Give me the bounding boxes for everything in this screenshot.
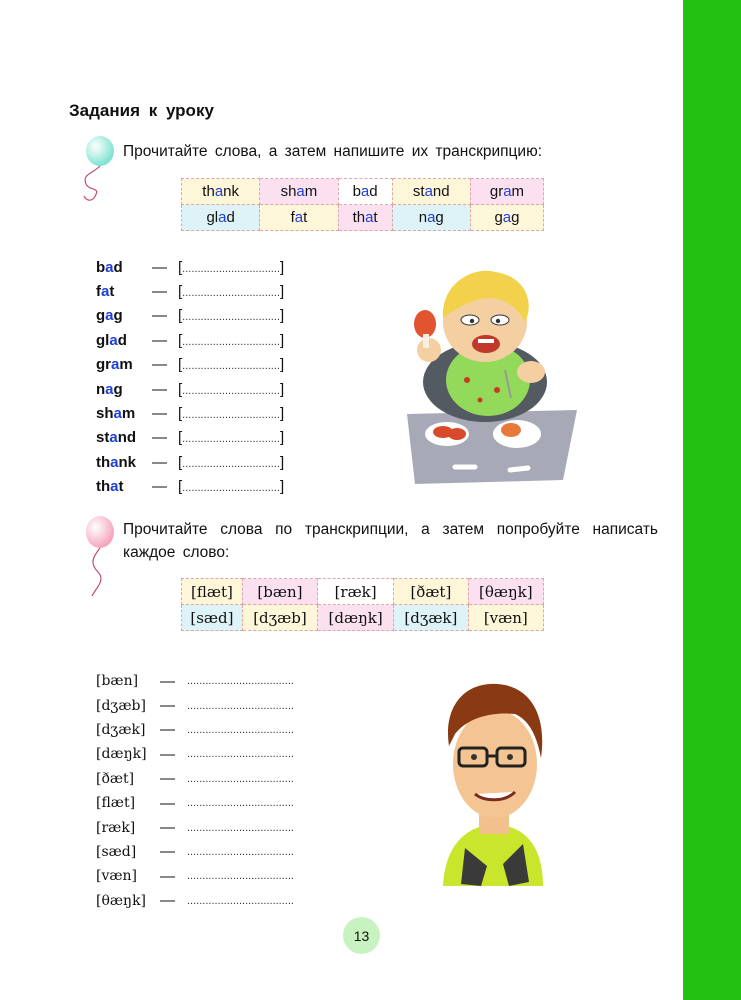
dotted-line: ................................ [182, 311, 280, 324]
dash: — [152, 258, 167, 276]
word-part: n [418, 209, 428, 226]
word [96, 454, 152, 471]
dash: — [160, 892, 175, 910]
close-bracket: ] [279, 258, 285, 276]
dotted-line: ................................ [182, 409, 280, 422]
word-cell [392, 179, 470, 205]
list-item [96, 328, 284, 352]
open-bracket: [ [178, 405, 183, 423]
vowel-letter: a [109, 429, 118, 447]
vowel-letter: a [105, 380, 114, 398]
transcription-blank [178, 259, 284, 276]
open-bracket: [ [178, 283, 183, 301]
vowel-letter: a [110, 453, 119, 471]
dotted-line: ................................ [182, 360, 280, 373]
word [96, 381, 152, 398]
task1-word-table [181, 178, 544, 231]
table-row [182, 205, 544, 231]
answer-blank: ................................... [187, 821, 294, 834]
side-color-strip [683, 0, 741, 1000]
word-part: t [109, 283, 115, 301]
transcription-blank [178, 405, 284, 422]
answer-blank: ................................... [187, 845, 294, 858]
word-part: d [226, 209, 235, 226]
answer-blank: ................................... [187, 723, 294, 736]
word-part: g [435, 209, 444, 226]
transcription-cell: [dæŋk] [318, 605, 394, 631]
word-part: nd [432, 183, 450, 200]
vowel-letter: a [427, 209, 436, 226]
dash: — [160, 867, 175, 885]
word-cell [392, 205, 470, 231]
vowel-letter: a [111, 356, 120, 374]
list-item [96, 353, 284, 377]
word-part: st [412, 183, 425, 200]
list-item [96, 669, 294, 693]
word-part: nk [118, 453, 137, 471]
open-bracket: [ [178, 453, 183, 471]
transcription-cell: [dʒæb] [242, 605, 317, 631]
task2-transcription-table [181, 578, 544, 631]
list-item [96, 889, 294, 913]
transcription-blank [178, 429, 284, 446]
transcription-cell: [θæŋk] [468, 579, 543, 605]
transcription: [dʒæb] [96, 697, 146, 714]
answer-blank: ................................... [187, 894, 294, 907]
word-part: m [121, 405, 136, 423]
open-bracket: [ [178, 478, 183, 496]
vowel-letter: a [294, 209, 304, 226]
balloon-icon [72, 512, 122, 602]
dash: — [152, 478, 167, 496]
transcription-cell: [sæd] [182, 605, 243, 631]
dash: — [152, 283, 167, 301]
open-bracket: [ [178, 331, 183, 349]
word-part: th [202, 183, 215, 200]
word-cell [338, 205, 392, 231]
dash: — [152, 356, 167, 374]
word-part: sh [96, 405, 114, 423]
vowel-letter: a [424, 183, 433, 200]
vowel-letter: a [218, 209, 227, 226]
word-part: n [96, 380, 106, 398]
dotted-line: ................................ [182, 262, 280, 275]
dash: — [160, 721, 175, 739]
close-bracket: ] [279, 429, 285, 447]
transcription-cell: [ræk] [318, 579, 394, 605]
list-item [96, 377, 284, 401]
word-part: t [118, 478, 124, 496]
answer-blank: ................................... [187, 797, 294, 810]
table-row [182, 579, 544, 605]
section-title: Задания к уроку [69, 101, 214, 120]
task1-word-list [96, 255, 284, 499]
transcription-blank [178, 454, 284, 471]
vowel-letter: a [101, 283, 110, 301]
task2-instruction: Прочитайте слова по транскрипции, а затем попробуйте написать каждое слово: [123, 521, 658, 561]
close-bracket: ] [279, 283, 285, 301]
list-item [96, 864, 294, 888]
list-item [96, 693, 294, 717]
word-part: gl [206, 209, 219, 226]
dotted-line: ................................ [182, 457, 280, 470]
close-bracket: ] [279, 380, 285, 398]
word-cell [260, 179, 338, 205]
word-cell [470, 179, 543, 205]
word-cell [338, 179, 392, 205]
list-item [96, 304, 284, 328]
dash: — [160, 672, 175, 690]
man-with-glasses-illustration [425, 676, 555, 901]
word-part: m [119, 356, 133, 374]
close-bracket: ] [279, 453, 285, 471]
transcription: [θæŋk] [96, 892, 147, 909]
dash: — [152, 429, 167, 447]
dash: — [160, 770, 175, 788]
word-part: gr [489, 183, 504, 200]
word-part: g [96, 307, 106, 325]
list-item [96, 401, 284, 425]
answer-blank: ................................... [187, 675, 294, 688]
transcription: [flæt] [96, 795, 136, 812]
list-item [96, 742, 294, 766]
word-part: g [494, 209, 503, 226]
task1-instruction: Прочитайте слова, а затем напишите их транскрипцию: [123, 143, 542, 160]
answer-blank: ................................... [187, 748, 294, 761]
transcription: [ðæt] [96, 770, 135, 787]
word-part: b [96, 258, 106, 276]
word [96, 332, 152, 349]
word-part: g [113, 380, 123, 398]
dotted-line: ................................ [182, 335, 280, 348]
dash: — [152, 453, 167, 471]
boy-eating-illustration [385, 262, 585, 487]
answer-blank: ................................... [187, 870, 294, 883]
list-item [96, 840, 294, 864]
dash: — [160, 745, 175, 763]
transcription-cell: [dʒæk] [394, 605, 468, 631]
word-part: t [303, 209, 308, 226]
word-part: th [96, 478, 111, 496]
transcription-blank [178, 478, 284, 495]
list-item [96, 815, 294, 839]
dash: — [160, 819, 175, 837]
list-item [96, 791, 294, 815]
vowel-letter: a [503, 183, 512, 200]
word-part: st [96, 429, 110, 447]
transcription-cell: [bæn] [242, 579, 317, 605]
word-cell [182, 179, 260, 205]
balloon-icon [72, 134, 122, 204]
vowel-letter: a [360, 183, 370, 200]
dash: — [152, 405, 167, 423]
word [96, 259, 152, 276]
vowel-letter: a [365, 209, 374, 226]
open-bracket: [ [178, 307, 183, 325]
transcription-blank [178, 283, 284, 300]
dotted-line: ................................ [182, 287, 280, 300]
vowel-letter: a [113, 405, 122, 423]
dotted-line: ................................ [182, 482, 280, 495]
list-item [96, 450, 284, 474]
close-bracket: ] [279, 478, 285, 496]
open-bracket: [ [178, 429, 183, 447]
word-part: gr [96, 356, 111, 374]
list-item [96, 475, 284, 499]
dash: — [160, 843, 175, 861]
word-part: t [373, 209, 378, 226]
list-item [96, 718, 294, 742]
transcription-blank [178, 307, 284, 324]
vowel-letter: a [214, 183, 224, 200]
word-part: sh [280, 183, 297, 200]
word [96, 478, 152, 495]
transcription: [væn] [96, 868, 138, 885]
transcription-blank [178, 381, 284, 398]
word-part: d [117, 331, 127, 349]
word-part: b [352, 183, 361, 200]
close-bracket: ] [279, 356, 285, 374]
table-row [182, 179, 544, 205]
transcription: [dʒæk] [96, 721, 146, 738]
word-part: m [511, 183, 525, 200]
dotted-line: ................................ [182, 433, 280, 446]
dash: — [152, 331, 167, 349]
word-part: th [96, 453, 111, 471]
word-part: nk [223, 183, 239, 200]
vowel-letter: a [105, 258, 114, 276]
word [96, 307, 152, 324]
transcription-blank [178, 356, 284, 373]
word-part: th [352, 209, 366, 226]
transcription-cell: [ðæt] [394, 579, 468, 605]
list-item [96, 767, 294, 791]
vowel-letter: a [110, 478, 119, 496]
dotted-line: ................................ [182, 384, 280, 397]
open-bracket: [ [178, 258, 183, 276]
vowel-letter: a [109, 331, 118, 349]
vowel-letter: a [296, 183, 305, 200]
word-part: d [113, 258, 123, 276]
word-part: g [511, 209, 520, 226]
word-cell [260, 205, 338, 231]
word-part: d [369, 183, 378, 200]
list-item [96, 255, 284, 279]
word-cell [470, 205, 543, 231]
dash: — [160, 794, 175, 812]
transcription: [ræk] [96, 819, 136, 836]
word-part: nd [117, 429, 137, 447]
dash: — [152, 380, 167, 398]
list-item [96, 279, 284, 303]
vowel-letter: a [105, 307, 114, 325]
word-part: g [113, 307, 123, 325]
transcription-cell: [væn] [468, 605, 543, 631]
task2-transcription-list [96, 669, 294, 913]
vowel-letter: a [502, 209, 512, 226]
word-cell [182, 205, 260, 231]
table-row [182, 605, 544, 631]
close-bracket: ] [279, 405, 285, 423]
answer-blank: ................................... [187, 699, 294, 712]
close-bracket: ] [279, 331, 285, 349]
word [96, 405, 152, 422]
transcription: [bæn] [96, 673, 139, 690]
transcription: [dæŋk] [96, 746, 147, 763]
page-number: 13 [343, 917, 380, 954]
word [96, 283, 152, 300]
open-bracket: [ [178, 356, 183, 374]
word [96, 356, 152, 373]
word [96, 429, 152, 446]
answer-blank: ................................... [187, 772, 294, 785]
transcription-cell: [flæt] [182, 579, 243, 605]
word-part: f [290, 209, 295, 226]
open-bracket: [ [178, 380, 183, 398]
close-bracket: ] [279, 307, 285, 325]
dash: — [152, 307, 167, 325]
transcription: [sæd] [96, 843, 137, 860]
word-part: f [96, 283, 101, 301]
transcription-blank [178, 332, 284, 349]
list-item [96, 426, 284, 450]
dash: — [160, 697, 175, 715]
word-part: m [304, 183, 318, 200]
word-part: gl [96, 331, 110, 349]
